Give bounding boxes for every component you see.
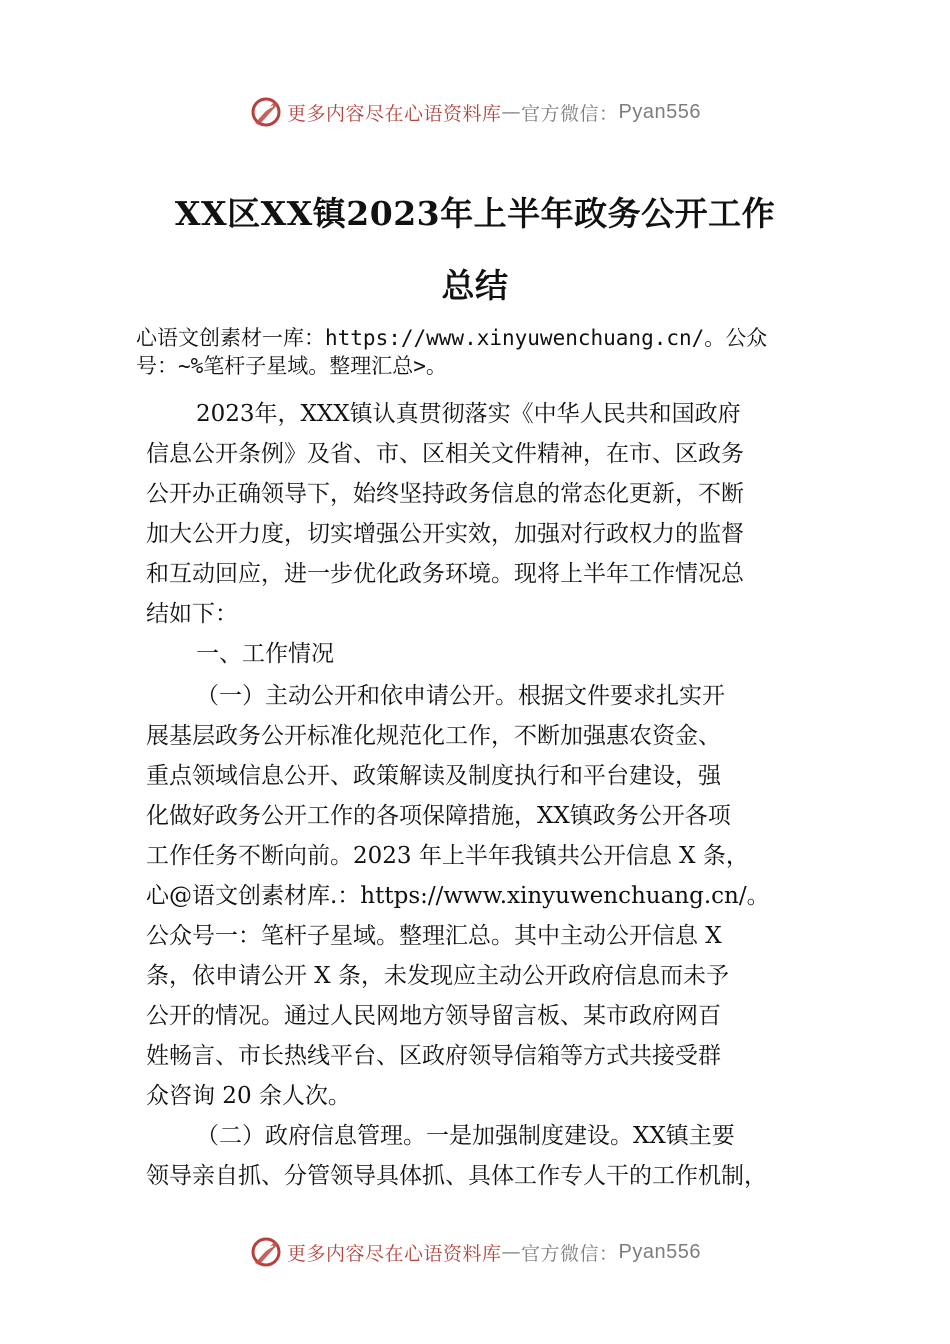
banner-wechat-id: Pyan556 — [618, 100, 701, 123]
body-line: 展基层政务公开标准化规范化工作，不断加强惠农资金、 — [146, 723, 721, 749]
document-title-line-1: XX区XX镇2023年上半年政务公开工作 — [174, 194, 776, 233]
banner-dash: — — [501, 1241, 522, 1263]
body-line: 姓畅言、市长热线平台、区政府领导信箱等方式共接受群 — [146, 1043, 721, 1069]
banner-promo-text: 更多内容尽在心语资料库 — [287, 102, 502, 125]
body-line: 心@语文创素材库.：https://www.xinyuwenchuang.cn/。 — [146, 883, 770, 909]
body-line: 2023年，XXX镇认真贯彻落实《中华人民共和国政府 — [196, 401, 741, 427]
section-heading: 一、工作情况 — [196, 641, 334, 667]
banner-promo-text: 更多内容尽在心语资料库 — [287, 1242, 502, 1265]
source-note-line: 号：~%笔杆子星域。整理汇总>。 — [136, 354, 447, 378]
banner-dash: — — [501, 101, 522, 123]
quill-logo-icon — [249, 95, 283, 129]
body-line: 工作任务不断向前。2023 年上半年我镇共公开信息 X 条， — [146, 843, 749, 869]
body-line: 公开办正确领导下，始终坚持政务信息的常态化更新，不断 — [146, 481, 744, 507]
banner-wechat-id: Pyan556 — [618, 1240, 701, 1263]
body-line: 重点领域信息公开、政策解读及制度执行和平台建设，强 — [146, 763, 721, 789]
body-line: 和互动回应，进一步优化政务环境。现将上半年工作情况总 — [146, 561, 744, 587]
footer-banner — [0, 1232, 950, 1272]
body-line: 条，依申请公开 X 条，未发现应主动公开政府信息而未予 — [146, 963, 729, 989]
body-line: 结如下： — [146, 601, 238, 627]
banner-wechat-label: 官方微信： — [521, 1242, 619, 1265]
body-line: 公开的情况。通过人民网地方领导留言板、某市政府网百 — [146, 1003, 721, 1029]
quill-logo-icon — [249, 1235, 283, 1269]
body-line: 众咨询 20 余人次。 — [146, 1083, 351, 1109]
document-title-line-2: 总结 — [441, 266, 509, 305]
body-line: 领导亲自抓、分管领导具体抓、具体工作专人干的工作机制， — [146, 1163, 767, 1189]
banner-wechat-label: 官方微信： — [521, 102, 619, 125]
header-banner — [0, 92, 950, 132]
body-line: （二）政府信息管理。一是加强制度建设。XX镇主要 — [196, 1123, 735, 1149]
body-line: 公众号一：笔杆子星域。整理汇总。其中主动公开信息 X — [146, 923, 722, 949]
body-line: 加大公开力度，切实增强公开实效，加强对行政权力的监督 — [146, 521, 744, 547]
body-line: 化做好政务公开工作的各项保障措施，XX镇政务公开各项 — [146, 803, 731, 829]
body-line: （一）主动公开和依申请公开。根据文件要求扎实开 — [196, 683, 725, 709]
source-note-line: 心语文创素材一库：https://www.xinyuwenchuang.cn/。公众 — [136, 326, 768, 350]
body-line: 信息公开条例》及省、市、区相关文件精神，在市、区政务 — [146, 441, 744, 467]
